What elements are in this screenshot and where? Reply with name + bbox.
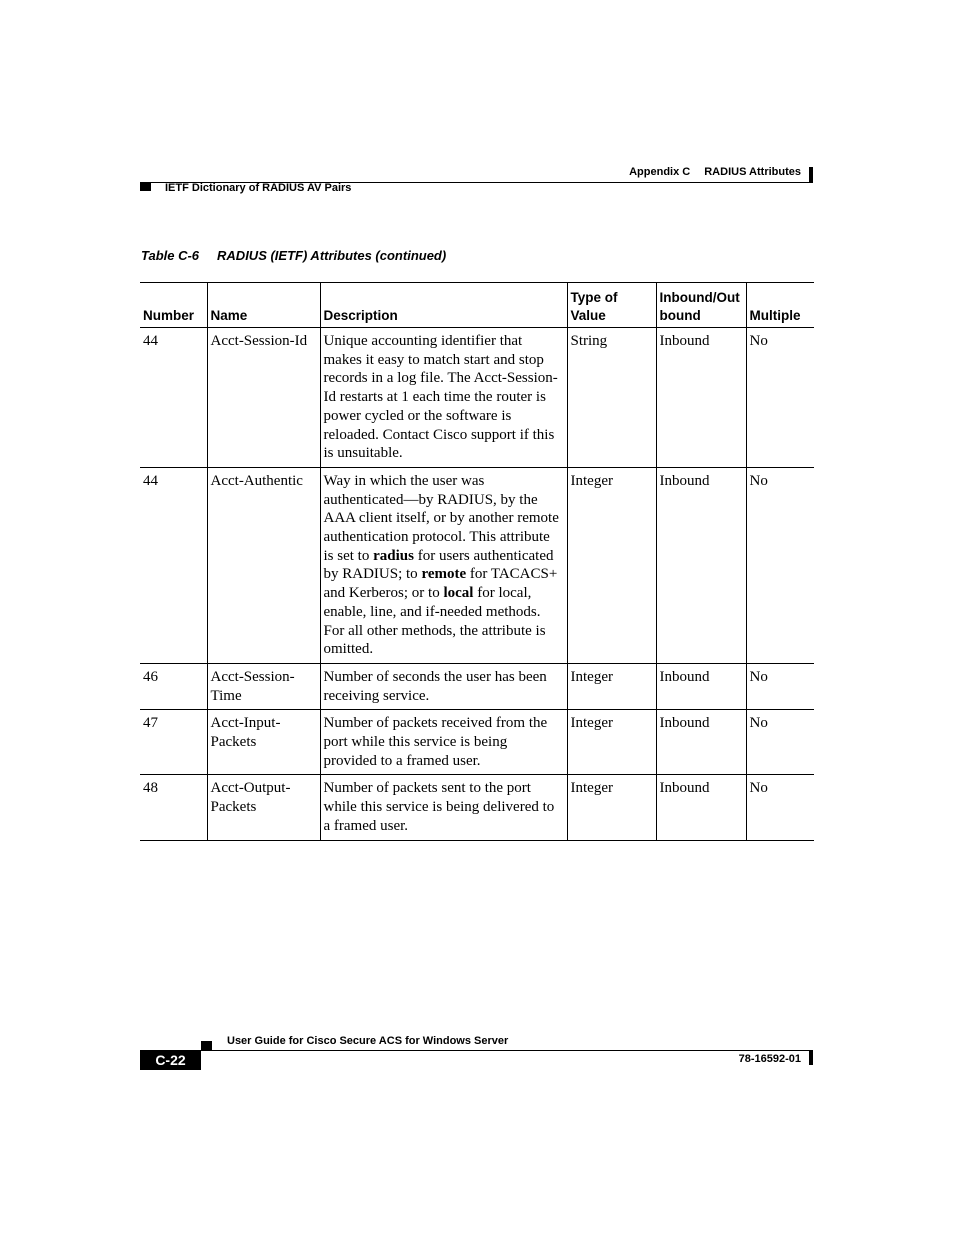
cell-number: 44 xyxy=(140,328,207,468)
cell-number: 44 xyxy=(140,467,207,663)
cell-name: Acct-Session-Id xyxy=(207,328,320,468)
keyword-radius: radius xyxy=(373,547,414,564)
cell-type: String xyxy=(567,328,656,468)
table-row xyxy=(140,467,814,663)
keyword-local: local xyxy=(443,585,474,602)
cell-multiple: No xyxy=(746,328,814,468)
cell-number: 47 xyxy=(140,710,207,775)
table-title: RADIUS (IETF) Attributes (continued) xyxy=(217,248,447,263)
cell-direction: Inbound xyxy=(656,775,746,840)
footer-bar xyxy=(809,1051,813,1065)
footer-square xyxy=(201,1041,212,1050)
cell-name: Acct-Authentic xyxy=(207,467,320,663)
table-row xyxy=(140,710,814,775)
cell-description: Number of packets received from the port while this service is being provided to a framed user. xyxy=(320,710,567,775)
cell-direction: Inbound xyxy=(656,710,746,775)
header-square xyxy=(140,182,151,191)
page-number: C-22 xyxy=(140,1051,201,1070)
column-header-description: Description xyxy=(320,283,567,328)
cell-type: Integer xyxy=(567,467,656,663)
table-number: Table C-6 xyxy=(141,248,200,263)
keyword-remote: remote xyxy=(421,566,467,583)
table-caption xyxy=(141,248,446,263)
cell-number: 46 xyxy=(140,663,207,709)
column-header-number: Number xyxy=(140,283,207,328)
attributes-table xyxy=(140,282,814,841)
running-header-chapter xyxy=(629,166,801,178)
table-row xyxy=(140,663,814,709)
description-text: for local, enable, line, and if-needed methods. For all other methods, the attribute is omitted. xyxy=(323,585,546,658)
cell-direction: Inbound xyxy=(656,663,746,709)
column-header-multiple: Multiple xyxy=(746,283,814,328)
description-text: for users authenticated by RADIUS; to xyxy=(323,547,554,583)
column-header-type: Type of Value xyxy=(567,283,656,328)
table-row xyxy=(140,775,814,840)
description-text: Way in which the user was authenticated—by RADIUS, by the AAA client itself, or by another remote authentication protocol. This attribute is set to xyxy=(323,472,559,564)
chapter-title: RADIUS Attributes xyxy=(704,166,801,178)
cell-name: Acct-Output-Packets xyxy=(207,775,320,840)
cell-type: Integer xyxy=(567,775,656,840)
cell-multiple: No xyxy=(746,775,814,840)
cell-direction: Inbound xyxy=(656,328,746,468)
cell-multiple: No xyxy=(746,467,814,663)
cell-description: Number of packets sent to the port while this service is being delivered to a framed user. xyxy=(320,775,567,840)
table-header-row xyxy=(140,283,814,328)
cell-direction: Inbound xyxy=(656,467,746,663)
cell-multiple: No xyxy=(746,663,814,709)
guide-title: User Guide for Cisco Secure ACS for Windows Server xyxy=(227,1035,509,1047)
cell-type: Integer xyxy=(567,663,656,709)
section-title: IETF Dictionary of RADIUS AV Pairs xyxy=(165,182,352,194)
cell-description: Number of seconds the user has been receiving service. xyxy=(320,663,567,709)
cell-description: Unique accounting identifier that makes it easy to match start and stop records in a log file. The Acct-Session-Id restarts at 1 each time the router is power cycled or the software is reloaded. Contact Cisco support if this is unsuitable. xyxy=(320,328,567,468)
cell-name: Acct-Input-Packets xyxy=(207,710,320,775)
cell-number: 48 xyxy=(140,775,207,840)
cell-multiple: No xyxy=(746,710,814,775)
cell-description xyxy=(320,467,567,663)
footer-rule xyxy=(140,1050,813,1051)
column-header-name: Name xyxy=(207,283,320,328)
column-header-direction: Inbound/Out bound xyxy=(656,283,746,328)
cell-type: Integer xyxy=(567,710,656,775)
appendix-label: Appendix C xyxy=(629,166,691,178)
cell-name: Acct-Session-Time xyxy=(207,663,320,709)
document-number: 78-16592-01 xyxy=(738,1053,801,1065)
description-text: for TACACS+ and Kerberos; or to xyxy=(323,566,558,602)
header-bar xyxy=(809,167,813,183)
table-row xyxy=(140,328,814,468)
